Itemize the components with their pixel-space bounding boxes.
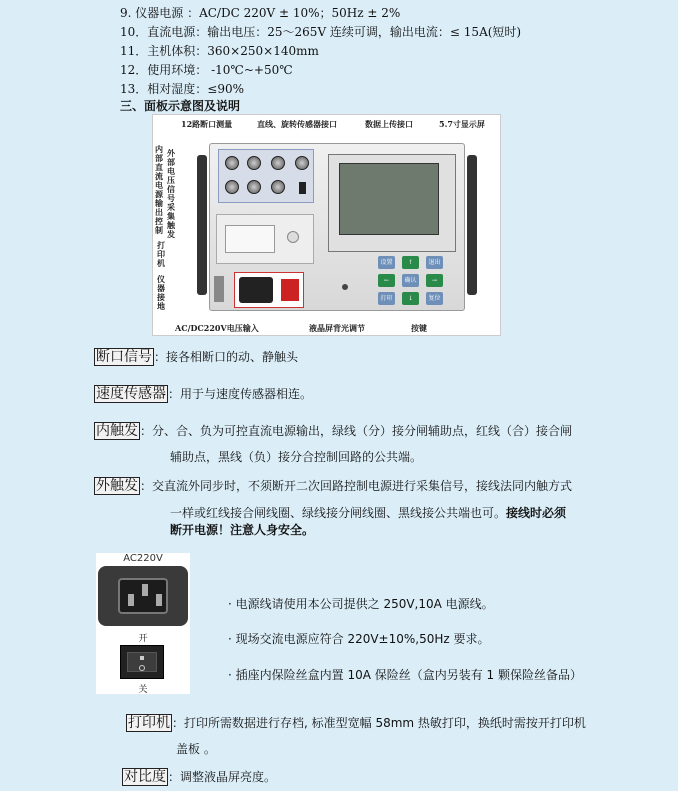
ac-socket-image xyxy=(96,553,190,694)
desc-waichufa-2-text: 一样或红线接合闸线圈、绿线接分闸线圈、黑线接公共端也可。 xyxy=(170,506,507,520)
connector-icon xyxy=(271,180,285,194)
label-keys: 按键 xyxy=(411,323,427,333)
label-inner-supply: 内部直流电源输出控制 xyxy=(155,144,163,235)
desc-waichufa-3: 断开电源！注意人身安全。 xyxy=(170,523,315,537)
connector-icon xyxy=(271,156,285,170)
label-display: 5.7寸显示屏 xyxy=(439,119,485,129)
term-contrast: 对比度 xyxy=(124,769,166,785)
key-print: 打印 xyxy=(378,292,395,305)
term-neichufa: 内触发 xyxy=(96,423,138,439)
spec-line-10: 10．直流电源：输出电压：25～265V 连续可调，输出电流：≤ 15A(短时) xyxy=(120,25,522,39)
label-ac-input: AC/DC220V电压输入 xyxy=(175,323,259,333)
keypad xyxy=(378,256,454,308)
label-sensor-port: 直线、旋转传感器接口 xyxy=(257,119,337,129)
desc-waichufa-warning: 接线时必须 xyxy=(506,506,567,520)
label-outer-trigger: 外部电压信号采集触发 xyxy=(167,148,175,239)
item-neichufa: 内触发 ：分、合、负为可控直流电源输出，绿线（分）接分闸辅助点，红线（合）接合闸 xyxy=(96,423,573,439)
switch-on-label: 开 xyxy=(138,634,148,644)
instrument-panel xyxy=(209,143,465,311)
spec-line-12: 12．使用环境： -10℃~+50℃ xyxy=(120,63,293,77)
key-confirm: 确认 xyxy=(402,274,419,287)
connector-icon xyxy=(225,180,239,194)
desc-printer-1: 打印所需数据进行存档, 标准型宽幅 58mm 热敏打印，换纸时需按开打印机 xyxy=(184,716,586,730)
label-printer: 打印机 xyxy=(157,240,165,268)
connector-icon xyxy=(295,156,309,170)
label-12-channel: 12路断口测量 xyxy=(181,119,233,129)
switch-off-label: 关 xyxy=(138,685,148,695)
printer-icon xyxy=(216,214,314,264)
left-handle xyxy=(197,155,207,295)
item-duankou: 断口信号 ：接各相断口的动、静触头 xyxy=(96,349,299,365)
desc-waichufa-1: 交直流外同步时，不须断开二次回路控制电源进行采集信号，接线法同内触方式 xyxy=(152,479,573,493)
spec-line-13: 13．相对湿度：≤90% xyxy=(120,82,244,96)
key-down: ↓ xyxy=(402,292,419,305)
power-switch-icon xyxy=(120,645,164,679)
key-left: ← xyxy=(378,274,395,287)
term-waichufa: 外触发 xyxy=(96,478,138,494)
desc-neichufa-2: 辅助点，黑线（负）接分合控制回路的公共端。 xyxy=(170,450,423,464)
spec-line-11: 11．主机体积：360×250×140mm xyxy=(120,44,319,58)
ground-terminal-icon xyxy=(214,276,224,302)
power-socket-icon xyxy=(234,272,304,308)
item-contrast: 对比度 ：调整液晶屏亮度。 xyxy=(124,769,277,785)
item-waichufa: 外触发 ：交直流外同步时，不须断开二次回路控制电源进行采集信号，接线法同内触方式 xyxy=(96,478,573,494)
connector-icon xyxy=(247,156,261,170)
desc-neichufa-1: 分、合、负为可控直流电源输出，绿线（分）接分闸辅助点，红线（合）接合闸 xyxy=(152,424,573,438)
desc-sudu: 用于与速度传感器相连。 xyxy=(180,387,313,401)
connector-icon xyxy=(247,180,261,194)
key-right: → xyxy=(426,274,443,287)
item-printer: 打印机 ：打印所需数据进行存档, 标准型宽幅 58mm 热敏打印，换纸时需按开打印机 xyxy=(128,715,586,731)
usb-port-icon xyxy=(299,182,306,194)
lcd-screen xyxy=(339,163,439,235)
label-upload-port: 数据上传接口 xyxy=(365,119,413,129)
key-exit: 退出 xyxy=(426,256,443,269)
desc-printer-2: 盖板 。 xyxy=(176,742,216,756)
power-note-1: · 电源线请使用本公司提供之 250V,10A 电源线。 xyxy=(228,597,494,611)
connector-icon xyxy=(225,156,239,170)
panel-diagram-image xyxy=(152,114,501,336)
term-printer: 打印机 xyxy=(128,715,170,731)
section-title: 三、面板示意图及说明 xyxy=(120,99,241,113)
desc-contrast: 调整液晶屏亮度。 xyxy=(180,770,277,784)
connector-block xyxy=(218,149,314,203)
ac-plug-icon xyxy=(98,566,188,626)
power-note-2: · 现场交流电源应符合 220V±10%,50Hz 要求。 xyxy=(228,632,490,646)
term-duankou: 断口信号 xyxy=(96,349,152,365)
ac-label: AC220V xyxy=(123,553,163,564)
term-sudu: 速度传感器 xyxy=(96,386,166,402)
desc-waichufa-2 xyxy=(170,504,566,521)
desc-duankou: 接各相断口的动、静触头 xyxy=(166,350,299,364)
label-backlight: 液晶屏背光调节 xyxy=(309,323,365,333)
item-sudu: 速度传感器 ：用于与速度传感器相连。 xyxy=(96,386,313,402)
key-reset: 复位 xyxy=(426,292,443,305)
backlight-knob-icon xyxy=(342,284,348,290)
key-setup: 设置 xyxy=(378,256,395,269)
power-note-3: · 插座内保险丝盒内置 10A 保险丝（盒内另装有 1 颗保险丝备品） xyxy=(228,668,583,682)
spec-line-9: 9. 仪器电源 ：AC/DC 220V ± 10%；50Hz ± 2% xyxy=(120,6,401,20)
label-ground: 仪器接地 xyxy=(157,274,165,311)
key-up: ↑ xyxy=(402,256,419,269)
right-handle xyxy=(467,155,477,295)
lcd-frame xyxy=(328,154,456,252)
